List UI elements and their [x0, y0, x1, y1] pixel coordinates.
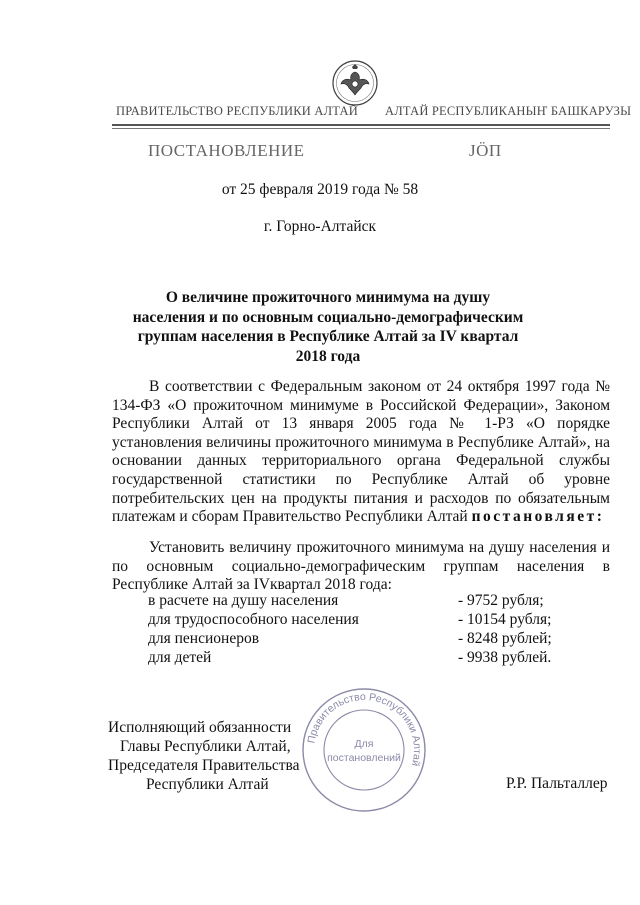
rate-label: в расчете на душу населения [148, 592, 339, 609]
resolution-paragraph [112, 539, 610, 595]
preamble-text: В соответствии с Федеральным законом от 24 октября 1997 года № 134-ФЗ «О прожиточном минимуме в Российской Федерации», Законом Республики Алтай от 13 января 2005 года № 1-РЗ «О порядке установления величины прожиточного минимума в Республике Алтай», на основании данных территориального органа Федеральной службы государственной статистики по Республике Алтай об уровне потребительских цен на продукты питания и расходов по обязательным платежам и сборам Правительство Республики Алтай [112, 378, 610, 526]
document-type-altai: ЈӦП [469, 141, 502, 160]
stamp-inner-line1: Для [354, 738, 374, 750]
signatory-name: Р.Р. Пальталлер [506, 775, 608, 792]
document-date-number: от 25 февраля 2019 года № 58 [221, 181, 419, 198]
rate-label: для трудоспособного населения [148, 611, 359, 628]
rate-value: - 8248 рублей; [458, 630, 552, 647]
document-type-russian: ПОСТАНОВЛЕНИЕ [148, 141, 305, 160]
signatory-line: Главы Республики Алтай, [120, 738, 291, 755]
stamp-graphic [300, 685, 428, 815]
stamp-inner-ring [324, 710, 404, 790]
government-name-russian: ПРАВИТЕЛЬСТВО РЕСПУБЛИКИ АЛТАЙ [116, 104, 358, 118]
rate-row [148, 611, 598, 630]
rate-row [148, 649, 598, 668]
stamp-outer-ring [303, 689, 425, 811]
rate-value: - 9938 рублей. [458, 649, 552, 666]
signatory-line: Исполняющий обязанности [108, 719, 292, 736]
document-title: О величине прожиточного минимума на душу населения и по основным социально-демографическим группам населения в Республике Алтай за IV квартал 2018 года [132, 289, 524, 365]
government-name-altai: АЛТАЙ РЕСПУБЛИКАНЫҤ БАШКАРУЗЫ [385, 104, 632, 118]
rate-row [148, 630, 598, 649]
signatory-line: Республики Алтай [146, 776, 269, 793]
preamble-paragraph [112, 378, 610, 527]
signatory-position [108, 718, 300, 794]
rate-value: - 10154 рубля; [458, 611, 552, 628]
resolution-text: Установить величину прожиточного минимума на душу населения и по основным социально-демографическим группам населения в Республике Алтай за IVквартал 2018 года: [112, 539, 610, 594]
official-stamp [300, 685, 428, 815]
rate-label: для пенсионеров [148, 630, 260, 647]
stamp-ring-text: Правительство Республики Алтай [305, 690, 424, 768]
coat-of-arms-icon [330, 58, 380, 108]
signatory-line: Председателя Правительства [108, 757, 300, 774]
stamp-inner-line2: постановлений [327, 752, 401, 764]
header-rule [112, 124, 610, 126]
resolution-keyword: постановляет: [471, 508, 605, 526]
rate-label: для детей [148, 649, 212, 666]
rate-row [148, 592, 598, 611]
rate-value: - 9752 рубля; [458, 592, 544, 609]
header-rule-thin [112, 128, 610, 129]
document-city: г. Горно-Алтайск [263, 218, 377, 235]
